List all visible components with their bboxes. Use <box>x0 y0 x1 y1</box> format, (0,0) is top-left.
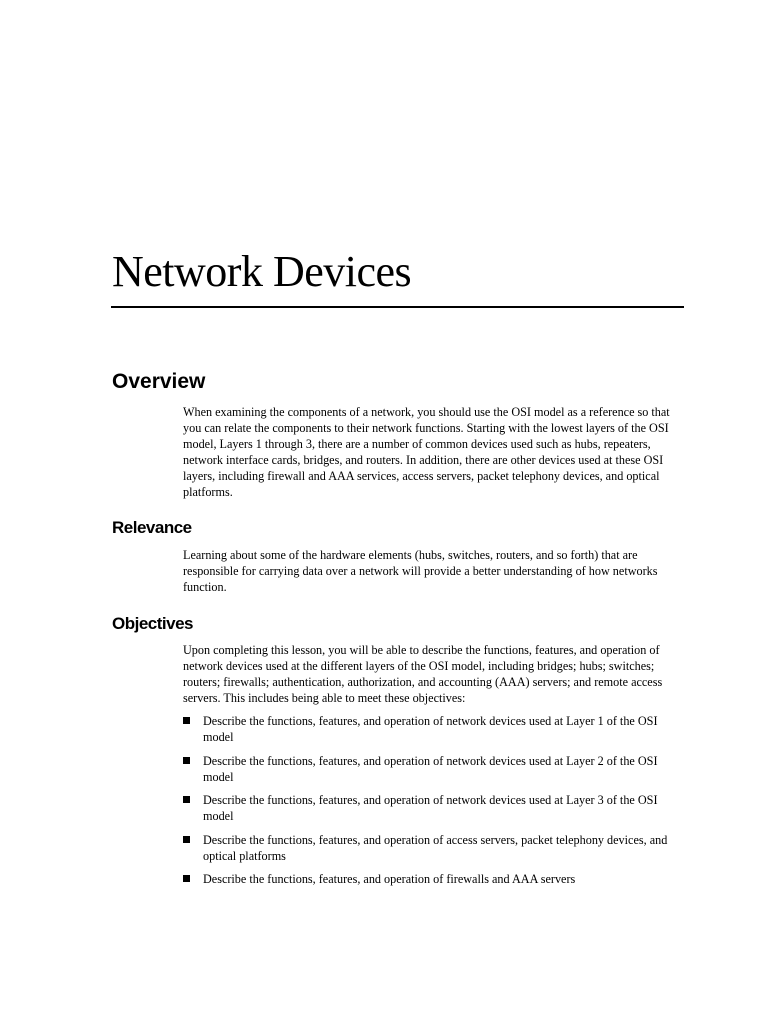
objective-text: Describe the functions, features, and operation of access servers, packet telephony devices, and optical platforms <box>203 832 668 863</box>
objectives-list <box>183 713 683 895</box>
list-item <box>183 832 683 864</box>
title-divider <box>111 306 684 308</box>
list-item <box>183 792 683 824</box>
relevance-text: Learning about some of the hardware elements (hubs, switches, routers, and so forth) that are responsible for carrying data over a network will provide a better understanding of how networks function. <box>183 548 658 594</box>
overview-text: When examining the components of a network, you should use the OSI model as a reference so that you can relate the components to their network functions. Starting with the lowest layers of the OSI model, Layers 1 through 3, there are a number of common devices used such as hubs, repeaters, network interface cards, bridges, and routers. In addition, there are other devices used at these OSI layers, including firewall and AAA services, access servers, packet telephony devices, and optical platforms. <box>183 405 670 499</box>
objective-text: Describe the functions, features, and operation of network devices used at Layer 2 of the OSI model <box>203 753 658 784</box>
square-bullet-icon <box>183 757 190 764</box>
objectives-heading: Objectives <box>112 614 193 633</box>
list-item <box>183 753 683 785</box>
overview-heading: Overview <box>112 370 206 393</box>
square-bullet-icon <box>183 796 190 803</box>
list-item <box>183 713 683 745</box>
chapter-title: Network Devices <box>112 247 412 296</box>
objective-text: Describe the functions, features, and operation of network devices used at Layer 1 of the OSI model <box>203 714 658 744</box>
relevance-heading: Relevance <box>112 518 192 537</box>
list-item <box>183 871 683 887</box>
objective-text: Describe the functions, features, and operation of firewalls and AAA servers <box>203 872 576 886</box>
objective-text: Describe the functions, features, and operation of network devices used at Layer 3 of the OSI model <box>203 793 658 823</box>
objectives-intro: Upon completing this lesson, you will be able to describe the functions, features, and operation of network devices used at the different layers of the OSI model, including bridges; hubs; switches; routers; firewalls; authentication, authorization, and accounting (AAA) servers; and remote access servers. This includes being able to meet these objectives: <box>183 643 663 705</box>
square-bullet-icon <box>183 717 190 724</box>
square-bullet-icon <box>183 875 190 882</box>
square-bullet-icon <box>183 836 190 843</box>
